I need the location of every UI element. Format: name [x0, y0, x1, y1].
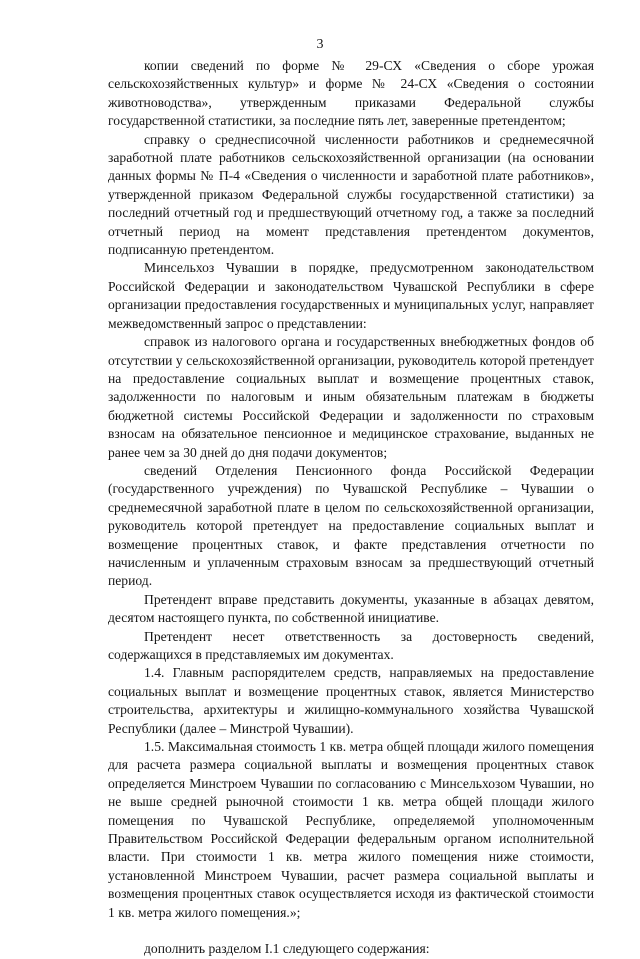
paragraph-section-1-5: 1.5. Максимальная стоимость 1 кв. метра общей площади жилого помещения для расчета размера социальной выплаты и возмещения процентных ставок определяется Минстроем Чувашии по согласованию с Минсельхозом Чувашии, но не выше средней рыночной стоимости 1 кв. метра общей площади жилого помещения по Чувашской Республике, определяемой уполномоченным Правительством Российской Федерации федеральным органом исполнительной власти. При стоимости 1 кв. метра жилого помещения ниже стоимости, установленной Минстроем Чувашии, расчет размера социальной выплаты и возмещения процентных ставок осуществляется исходя из фактической стоимости 1 кв. метра жилого помещения.»; — [108, 739, 594, 920]
paragraph-applicant-responsibility: Претендент несет ответственность за достоверность сведений, содержащихся в представляемых им документах. — [108, 628, 594, 662]
document-body — [108, 57, 594, 959]
paragraph-pension-fund-info: сведений Отделения Пенсионного фонда Российской Федерации (государственного учреждения) по Чувашской Республике – Чувашии о среднемесячной заработной плате в целом по сельскохозяйственной организации, руководитель которой претендует на предоставление социальных выплат и возмещение процентных ставок, и факте представления отчетности по начисленным и уплаченным страховым взносам за предшествующий отчетный период. — [108, 462, 594, 589]
paragraph-tax-certificates: справок из налогового органа и государственных внебюджетных фондов об отсутствии у сельскохозяйственной организации, руководитель которой претендует на предоставление социальных выплат и возмещение процентных ставок, задолженности по налоговым и иным обязательным платежам в бюджеты бюджетной системы Российской Федерации и задолженности по страховым взносам на обязательное пенсионное и медицинское страхование, выданных не ранее чем за 30 дней до дня подачи документов; — [108, 334, 594, 460]
paragraph-interagency-request: Минсельхоз Чувашии в порядке, предусмотренном законодательством Российской Федерации и законодательством Чувашской Республики в сфере организации предоставления государственных и муниципальных услуг, направляет межведомственный запрос о представлении: — [108, 260, 594, 331]
paragraph-headcount-certificate: справку о среднесписочной численности работников и среднемесячной заработной плате работников сельскохозяйственной организации (на основании данных формы № П-4 «Сведения о численности и заработной плате работников», утвержденной приказом Федеральной службы государственной статистики) за последний отчетный год и предшествующий отчетному год, а также за последний отчетный период на момент представления претендентом документов, подписанную претендентом. — [108, 131, 594, 258]
paragraph-add-section: дополнить разделом I.1 следующего содержания: — [144, 941, 430, 957]
paragraph-section-1-4: 1.4. Главным распорядителем средств, направляемых на предоставление социальных выплат и возмещение процентных ставок, является Министерство строительства, архитектуры и жилищно-коммунального хозяйства Чувашской Республики (далее – Минстрой Чувашии). — [108, 665, 594, 736]
paragraph-copies-of-forms: копии сведений по форме № 29-СХ «Сведения о сборе урожая сельскохозяйственных культур» и форме № 24-СХ «Сведения о состоянии животноводства», утвержденным приказами Федеральной службы государственной статистики, за последние пять лет, заверенные претендентом; — [108, 58, 594, 129]
paragraph-applicant-right: Претендент вправе представить документы, указанные в абзацах девятом, десятом настоящего пункта, по собственной инициативе. — [108, 591, 594, 626]
page-number: 3 — [316, 37, 324, 52]
